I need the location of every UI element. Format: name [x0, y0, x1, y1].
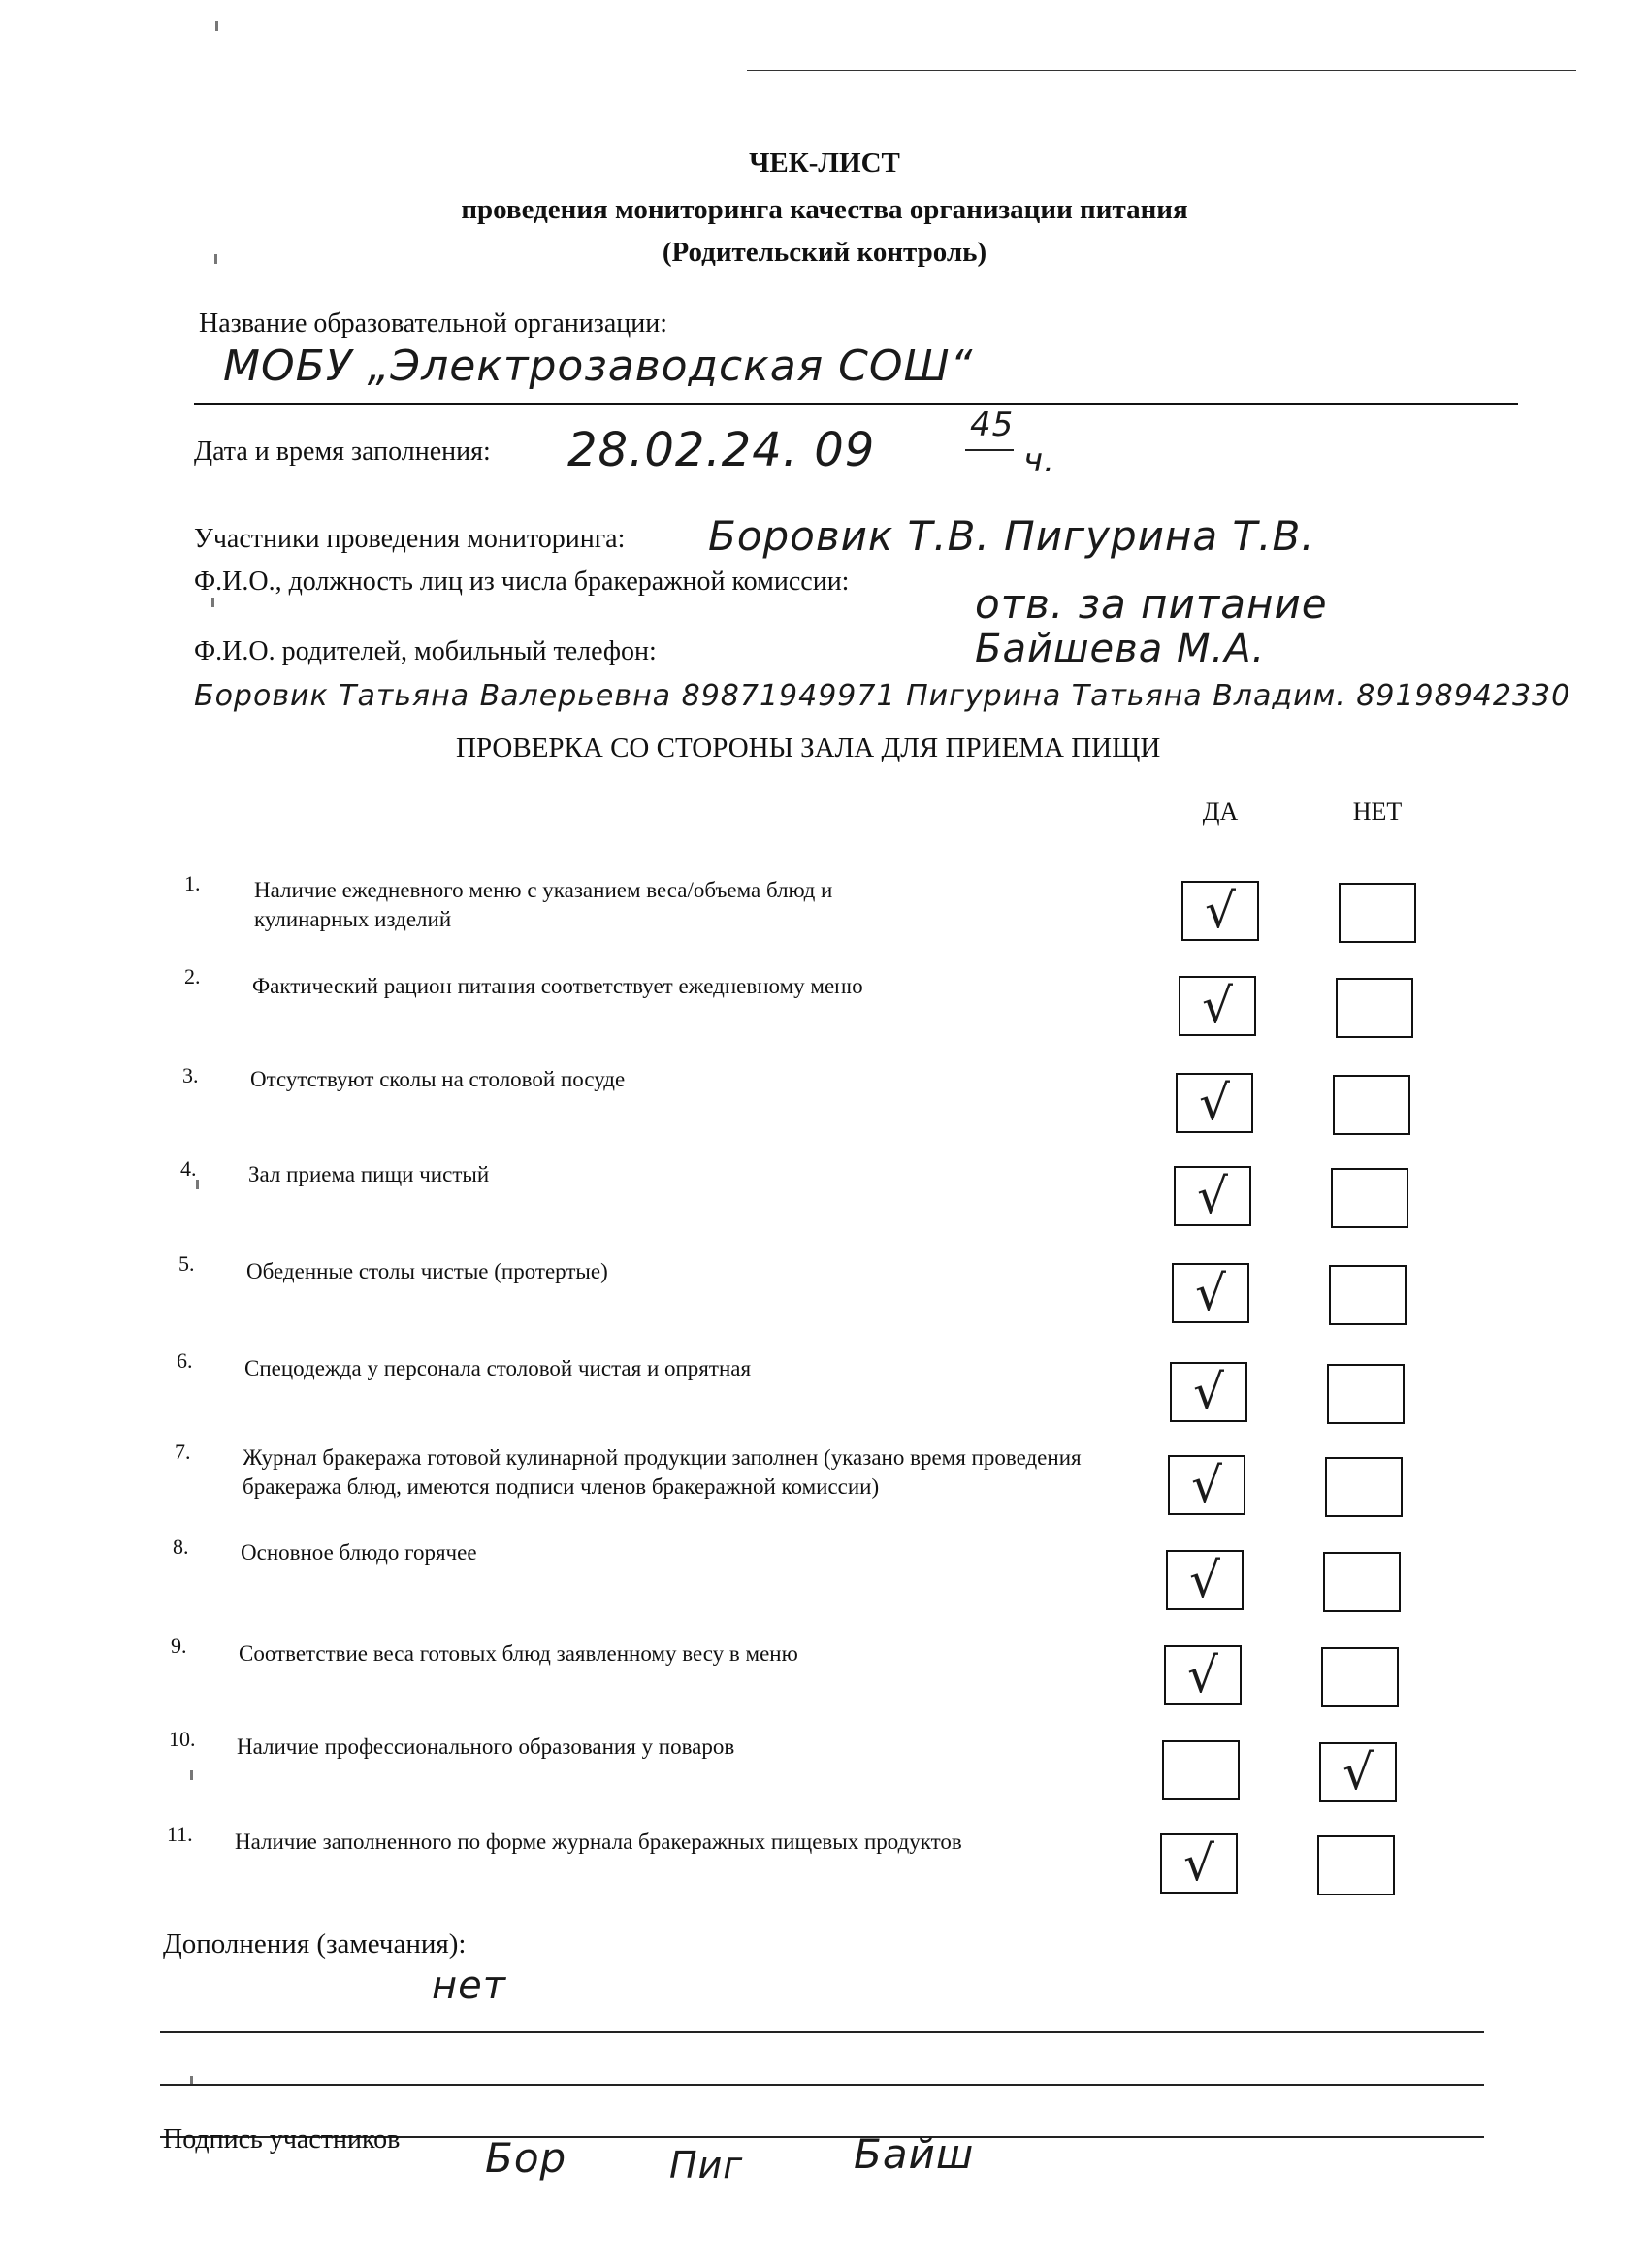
row-text: Наличие профессионального образования у поваров	[237, 1734, 735, 1759]
column-header-no: НЕТ	[1352, 797, 1403, 826]
no-check-mark: √	[1342, 1744, 1374, 1800]
section-title: ПРОВЕРКА СО СТОРОНЫ ЗАЛА ДЛЯ ПРИЕМА ПИЩИ	[456, 732, 1161, 763]
row-text: Основное блюдо горячее	[241, 1540, 477, 1565]
yes-check-mark: √	[1187, 1647, 1218, 1703]
no-check-mark	[1336, 978, 1413, 1038]
page-subtitle: проведения мониторинга качества организации питания	[461, 194, 1188, 225]
parents-label: Ф.И.О. родителей, мобильный телефон:	[194, 636, 657, 666]
column-header-yes: ДА	[1202, 797, 1239, 826]
participants-label: Участники проведения мониторинга:	[194, 524, 626, 554]
row-number: 4.	[180, 1156, 197, 1181]
yes-check-mark: √	[1205, 883, 1236, 939]
page-title: ЧЕК-ЛИСТ	[749, 147, 900, 178]
date-value: 28.02.24. 09	[567, 423, 876, 477]
page-subtitle-parent-control: (Родительский контроль)	[662, 237, 987, 268]
row-number: 11.	[167, 1822, 193, 1846]
scan-speck	[211, 598, 214, 607]
org-underline	[194, 403, 1518, 405]
no-check-mark	[1331, 1168, 1408, 1228]
row-number: 7.	[175, 1440, 191, 1464]
row-text: Зал приема пищи чистый	[248, 1162, 490, 1186]
yes-check-mark: √	[1189, 1552, 1220, 1608]
row-text: Спецодежда у персонала столовой чистая и опрятная	[244, 1356, 752, 1380]
no-check-mark	[1333, 1075, 1410, 1135]
row-text: Отсутствуют сколы на столовой посуде	[250, 1067, 626, 1091]
scan-speck	[215, 21, 218, 31]
participants-value: Боровик Т.В. Пигурина Т.В.	[708, 512, 1315, 560]
signature-1: Бор	[485, 2134, 567, 2182]
time-suffix: ч.	[1023, 441, 1055, 480]
no-check-mark	[1323, 1552, 1401, 1612]
no-check-mark	[1321, 1647, 1399, 1707]
notes-value: нет	[432, 1963, 507, 2008]
top-rule	[747, 70, 1576, 71]
row-number: 10.	[169, 1727, 196, 1751]
row-text: Фактический рацион питания соответствует ежедневному меню	[252, 974, 863, 998]
signature-3: Байш	[854, 2130, 975, 2178]
no-check-mark	[1329, 1265, 1406, 1325]
row-number: 6.	[177, 1348, 193, 1373]
no-check-mark	[1317, 1835, 1395, 1895]
no-check-mark	[1327, 1364, 1405, 1424]
row-text: Наличие ежедневного меню с указанием веса/объема блюд и кулинарных изделий	[254, 878, 833, 931]
notes-line-1	[160, 2031, 1484, 2033]
notes-label: Дополнения (замечания):	[163, 1928, 467, 1960]
row-number: 2.	[184, 964, 201, 988]
row-text: Обеденные столы чистые (протертые)	[246, 1259, 608, 1283]
commission-value-line1: отв. за питание	[975, 580, 1328, 628]
no-check-mark	[1325, 1457, 1403, 1517]
row-number: 8.	[173, 1535, 189, 1559]
yes-check-mark	[1162, 1740, 1240, 1800]
yes-check-mark: √	[1183, 1835, 1214, 1892]
notes-line-2	[160, 2084, 1484, 2086]
yes-check-mark: √	[1202, 978, 1233, 1034]
yes-check-mark: √	[1199, 1075, 1230, 1131]
parents-value: Боровик Татьяна Валерьевна 89871949971 Пигурина Татьяна Владим. 89198942330	[194, 679, 1571, 713]
row-text: Наличие заполненного по форме журнала бракеражных пищевых продуктов	[235, 1830, 962, 1854]
row-number: 1.	[184, 871, 201, 895]
row-number: 9.	[171, 1634, 187, 1658]
signature-2: Пиг	[669, 2144, 744, 2187]
time-minutes: 45	[970, 405, 1015, 444]
row-number: 3.	[182, 1063, 199, 1087]
yes-check-mark: √	[1195, 1265, 1226, 1321]
no-check-mark	[1339, 883, 1416, 943]
org-label: Название образовательной организации:	[199, 308, 667, 339]
org-value: МОБУ „Электрозаводская СОШ“	[223, 341, 974, 391]
yes-check-mark: √	[1191, 1457, 1222, 1513]
time-super-underline	[965, 449, 1014, 451]
commission-value-line2: Байшева М.А.	[975, 627, 1266, 671]
date-label: Дата и время заполнения:	[194, 437, 491, 467]
row-number: 5.	[178, 1251, 195, 1276]
yes-check-mark: √	[1197, 1168, 1228, 1224]
signature-label: Подпись участников	[163, 2124, 401, 2155]
scan-speck	[190, 1770, 193, 1780]
row-text: Соответствие веса готовых блюд заявленному весу в меню	[239, 1641, 798, 1666]
yes-check-mark: √	[1193, 1364, 1224, 1420]
row-text: Журнал бракеража готовой кулинарной продукции заполнен (указано время проведения бракеража блюд, имеются подписи членов бракеражной комиссии)	[242, 1445, 1082, 1499]
commission-label: Ф.И.О., должность лиц из числа бракеражной комиссии:	[194, 567, 850, 597]
